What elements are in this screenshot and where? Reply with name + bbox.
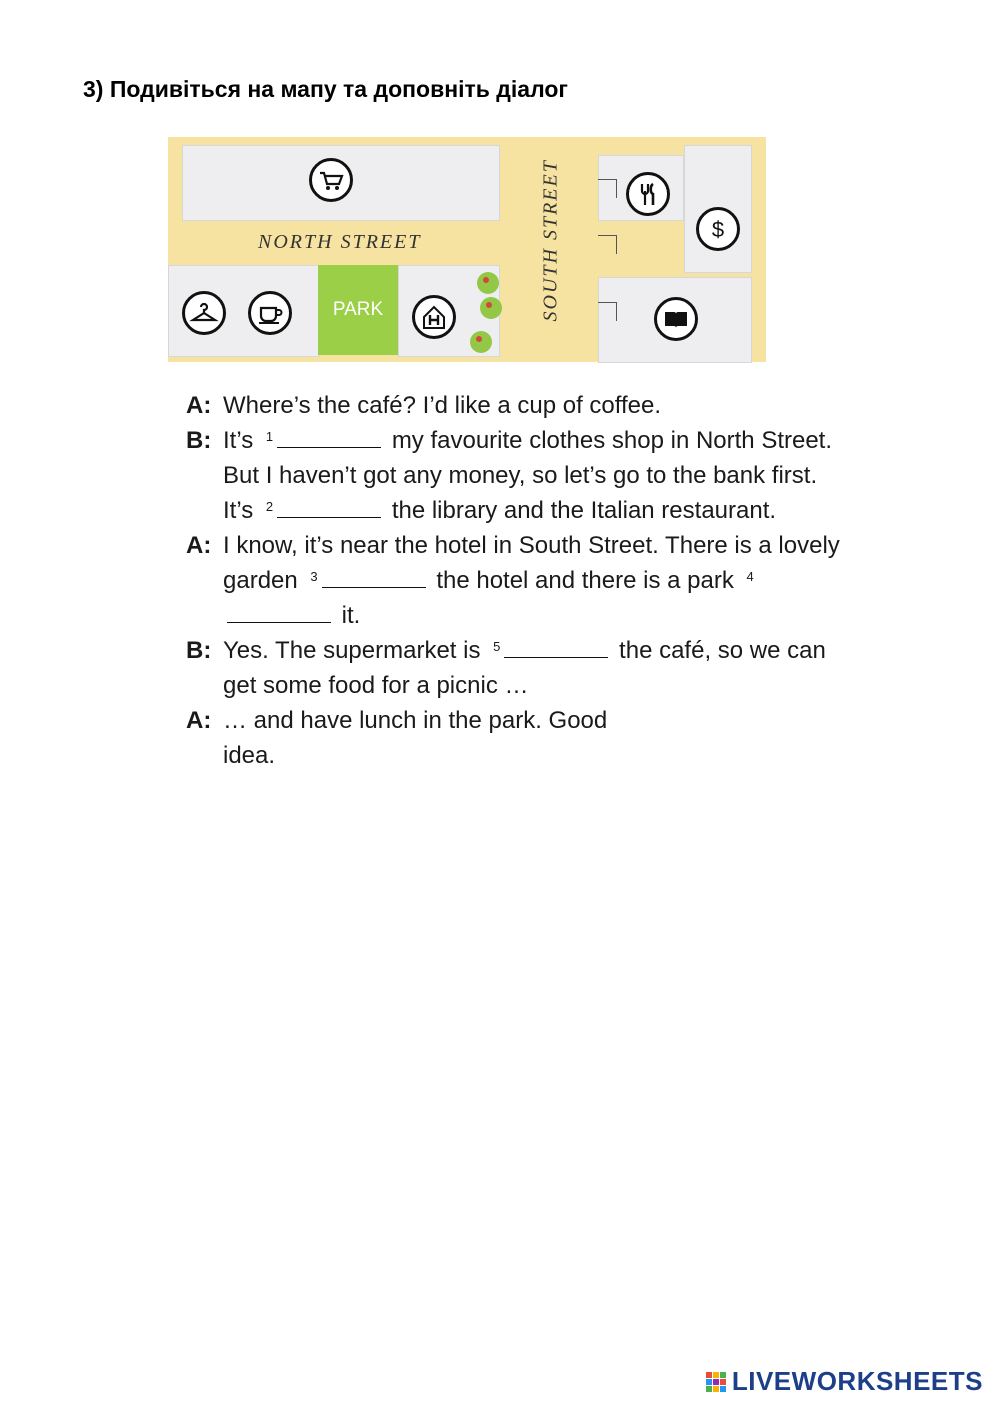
blank-number: 1 <box>265 429 274 444</box>
dialogue-text: Where’s the café? I’d like a cup of coffee. <box>223 392 662 419</box>
speaker-a: A: <box>186 392 212 419</box>
dialogue-line <box>186 703 846 773</box>
park-label: PARK <box>332 299 384 320</box>
blank-number: 3 <box>310 569 318 584</box>
dialogue-text: It’s <box>223 427 254 454</box>
door-mark <box>598 302 617 321</box>
speaker-a: A: <box>186 707 212 734</box>
dialogue-text: it. <box>341 602 361 629</box>
garden-tree <box>480 297 502 319</box>
liveworksheets-logo <box>706 1366 983 1397</box>
dialogue-text: I know, it’s near the hotel in South Street. There is a lovely garden <box>223 532 840 594</box>
dialogue-text: … and have lunch in the park. Good idea. <box>223 707 608 769</box>
speaker-b: B: <box>186 637 212 664</box>
logo-icon <box>706 1372 726 1392</box>
garden-tree <box>477 272 499 294</box>
logo-text: LIVEWORKSHEETS <box>731 1366 983 1396</box>
garden-tree <box>470 331 492 353</box>
door-mark <box>598 235 617 254</box>
dialogue-text: the hotel and there is a park <box>436 567 734 594</box>
dialogue-line <box>186 633 846 703</box>
blank-number: 4 <box>746 569 754 584</box>
restaurant-icon <box>626 172 670 216</box>
dialogue-line <box>186 528 846 633</box>
hotel-icon <box>412 295 456 339</box>
speaker-b: B: <box>186 427 212 454</box>
cafe-icon <box>248 291 292 335</box>
park-area <box>318 265 398 355</box>
dialogue-text: the café, so we can get some food for a picnic … <box>223 637 826 699</box>
answer-blank-2[interactable] <box>277 499 381 518</box>
dialogue-line <box>186 388 846 423</box>
blank-number: 2 <box>265 499 274 514</box>
page-title: 3) Подивіться на мапу та доповніть діалог <box>83 76 569 102</box>
door-mark <box>598 179 617 198</box>
dialogue-text: my favourite clothes shop in North Street. But I haven’t got any money, so let’s go to the bank first. It’s <box>223 427 833 524</box>
dialogue-text: the library and the Italian restaurant. <box>391 497 777 524</box>
north-street-label: NORTH STREET <box>258 231 422 253</box>
bank-icon <box>696 207 740 251</box>
blank-number: 5 <box>493 639 501 654</box>
speaker-a: A: <box>186 532 212 559</box>
street-map <box>168 137 766 362</box>
clothes-shop-icon <box>182 291 226 335</box>
south-street-label: SOUTH STREET <box>539 159 562 322</box>
answer-blank-5[interactable] <box>504 639 608 658</box>
library-icon <box>654 297 698 341</box>
answer-blank-4[interactable] <box>227 604 331 623</box>
dialogue-text: Yes. The supermarket is <box>223 637 481 664</box>
answer-blank-3[interactable] <box>322 569 426 588</box>
supermarket-icon <box>309 158 353 202</box>
dialogue-line <box>186 423 846 528</box>
svg-text:$: $ <box>711 217 725 242</box>
dialogue <box>186 388 846 773</box>
answer-blank-1[interactable] <box>277 429 381 448</box>
